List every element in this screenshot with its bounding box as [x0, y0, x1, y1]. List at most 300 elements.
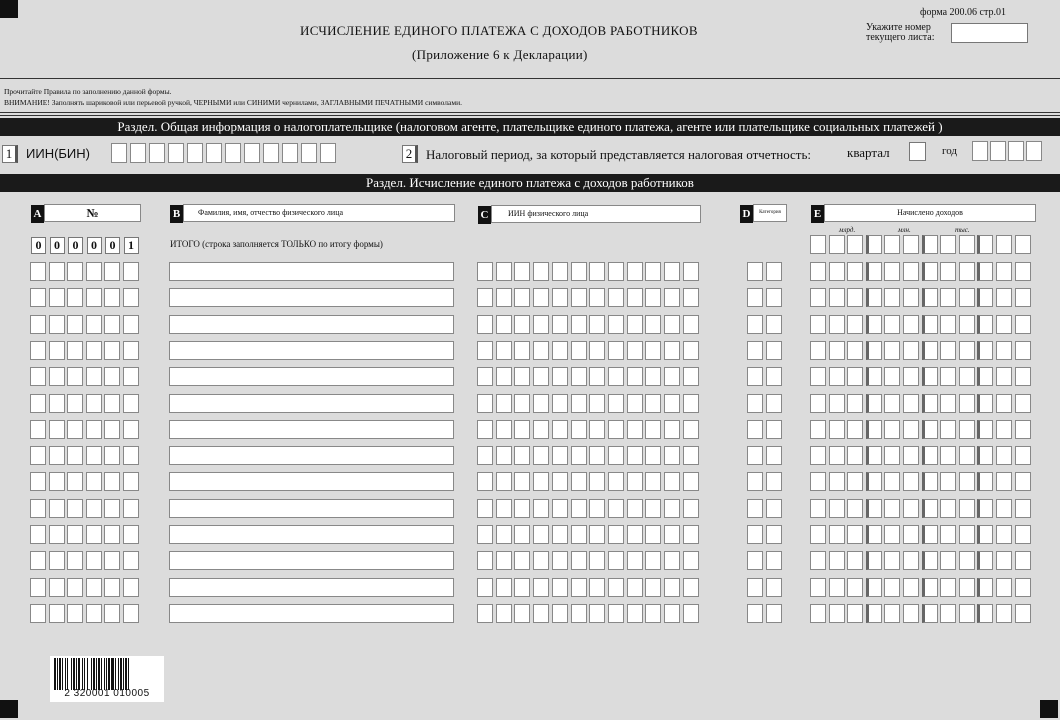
iin-digit-cell[interactable]: [608, 499, 624, 518]
iin-digit-cell[interactable]: [589, 446, 605, 465]
full-name-field[interactable]: [169, 367, 454, 386]
income-digit-cell[interactable]: [903, 472, 919, 491]
iin-digit-cell[interactable]: [533, 446, 549, 465]
iin-digit-cell[interactable]: [589, 420, 605, 439]
iin-digit-cell[interactable]: [608, 551, 624, 570]
iin-digit-cell[interactable]: [533, 604, 549, 623]
income-digit-cell[interactable]: [847, 367, 863, 386]
row-number-cell[interactable]: [49, 499, 65, 518]
iin-digit-cell[interactable]: [496, 604, 512, 623]
iin-digit-cell[interactable]: [514, 551, 530, 570]
iin-digit-cell[interactable]: [645, 578, 661, 597]
full-name-field[interactable]: [169, 578, 454, 597]
income-digit-cell[interactable]: [1015, 525, 1031, 544]
income-digit-cell[interactable]: [829, 472, 845, 491]
iin-digit-cell[interactable]: [664, 288, 680, 307]
income-digit-cell[interactable]: [959, 341, 975, 360]
income-digit-cell[interactable]: [884, 420, 900, 439]
income-digit-cell[interactable]: [884, 341, 900, 360]
iin-digit-cell[interactable]: [552, 525, 568, 544]
income-digit-cell[interactable]: [810, 525, 826, 544]
income-digit-cell[interactable]: [810, 604, 826, 623]
row-number-cell[interactable]: [49, 604, 65, 623]
row-number-cell[interactable]: [104, 288, 120, 307]
income-digit-cell[interactable]: [903, 367, 919, 386]
row-number-cell[interactable]: [67, 472, 83, 491]
iin-digit-cell[interactable]: [496, 446, 512, 465]
income-digit-cell[interactable]: [829, 578, 845, 597]
category-cell[interactable]: [766, 288, 782, 307]
income-digit-cell[interactable]: [866, 420, 882, 439]
income-digit-cell[interactable]: [829, 262, 845, 281]
income-digit-cell[interactable]: [903, 288, 919, 307]
iin-digit-cell[interactable]: [664, 604, 680, 623]
income-digit-cell[interactable]: [922, 604, 938, 623]
row-number-cell[interactable]: [104, 525, 120, 544]
full-name-field[interactable]: [169, 341, 454, 360]
iin-digit-cell[interactable]: [571, 578, 587, 597]
income-digit-cell[interactable]: [1015, 499, 1031, 518]
category-cell[interactable]: [747, 341, 763, 360]
row-number-cell[interactable]: [86, 288, 102, 307]
iin-digit-cell[interactable]: [477, 446, 493, 465]
income-digit-cell[interactable]: [1015, 367, 1031, 386]
iin-digit-cell[interactable]: [645, 499, 661, 518]
income-digit-cell[interactable]: [922, 367, 938, 386]
iin-digit-cell[interactable]: [571, 604, 587, 623]
total-income-digit-cell[interactable]: [922, 235, 938, 254]
category-cell[interactable]: [747, 578, 763, 597]
income-digit-cell[interactable]: [940, 446, 956, 465]
row-number-cell[interactable]: [30, 420, 46, 439]
iin-digit-cell[interactable]: [533, 367, 549, 386]
total-income-digit-cell[interactable]: [847, 235, 863, 254]
category-cell[interactable]: [747, 499, 763, 518]
row-number-cell[interactable]: [30, 341, 46, 360]
income-digit-cell[interactable]: [977, 288, 993, 307]
iin-digit-cell[interactable]: [627, 341, 643, 360]
iin-bin-digit-cell[interactable]: [320, 143, 336, 163]
iin-digit-cell[interactable]: [664, 499, 680, 518]
row-number-cell[interactable]: [86, 604, 102, 623]
iin-digit-cell[interactable]: [608, 262, 624, 281]
income-digit-cell[interactable]: [922, 420, 938, 439]
income-digit-cell[interactable]: [810, 341, 826, 360]
row-number-cell[interactable]: [86, 315, 102, 334]
iin-digit-cell[interactable]: [514, 288, 530, 307]
income-digit-cell[interactable]: [884, 472, 900, 491]
row-number-cell[interactable]: [123, 604, 139, 623]
income-digit-cell[interactable]: [810, 262, 826, 281]
iin-digit-cell[interactable]: [608, 446, 624, 465]
total-income-digit-cell[interactable]: [829, 235, 845, 254]
income-digit-cell[interactable]: [940, 288, 956, 307]
iin-digit-cell[interactable]: [645, 288, 661, 307]
income-digit-cell[interactable]: [996, 420, 1012, 439]
iin-digit-cell[interactable]: [552, 262, 568, 281]
iin-digit-cell[interactable]: [477, 525, 493, 544]
iin-digit-cell[interactable]: [477, 551, 493, 570]
iin-digit-cell[interactable]: [533, 472, 549, 491]
income-digit-cell[interactable]: [884, 394, 900, 413]
income-digit-cell[interactable]: [996, 367, 1012, 386]
iin-bin-digit-cell[interactable]: [263, 143, 279, 163]
income-digit-cell[interactable]: [996, 262, 1012, 281]
income-digit-cell[interactable]: [959, 446, 975, 465]
iin-digit-cell[interactable]: [683, 551, 699, 570]
iin-digit-cell[interactable]: [496, 394, 512, 413]
iin-digit-cell[interactable]: [571, 262, 587, 281]
iin-digit-cell[interactable]: [477, 367, 493, 386]
row-number-cell[interactable]: [86, 499, 102, 518]
row-number-cell[interactable]: [30, 604, 46, 623]
iin-digit-cell[interactable]: [664, 394, 680, 413]
income-digit-cell[interactable]: [903, 420, 919, 439]
row-number-cell[interactable]: [30, 288, 46, 307]
iin-digit-cell[interactable]: [496, 472, 512, 491]
income-digit-cell[interactable]: [884, 288, 900, 307]
income-digit-cell[interactable]: [829, 420, 845, 439]
full-name-field[interactable]: [169, 604, 454, 623]
income-digit-cell[interactable]: [829, 341, 845, 360]
total-income-digit-cell[interactable]: [977, 235, 993, 254]
row-number-cell[interactable]: [30, 367, 46, 386]
iin-digit-cell[interactable]: [496, 315, 512, 334]
row-number-cell[interactable]: [67, 578, 83, 597]
iin-digit-cell[interactable]: [627, 420, 643, 439]
iin-digit-cell[interactable]: [664, 551, 680, 570]
income-digit-cell[interactable]: [1015, 341, 1031, 360]
income-digit-cell[interactable]: [829, 394, 845, 413]
income-digit-cell[interactable]: [940, 525, 956, 544]
iin-digit-cell[interactable]: [589, 367, 605, 386]
income-digit-cell[interactable]: [810, 315, 826, 334]
iin-digit-cell[interactable]: [552, 551, 568, 570]
year-digit-cell[interactable]: [990, 141, 1006, 161]
category-cell[interactable]: [766, 367, 782, 386]
income-digit-cell[interactable]: [996, 525, 1012, 544]
income-digit-cell[interactable]: [996, 472, 1012, 491]
iin-digit-cell[interactable]: [589, 499, 605, 518]
income-digit-cell[interactable]: [959, 420, 975, 439]
income-digit-cell[interactable]: [1015, 604, 1031, 623]
iin-digit-cell[interactable]: [533, 288, 549, 307]
iin-digit-cell[interactable]: [552, 367, 568, 386]
row-number-cell[interactable]: [49, 288, 65, 307]
iin-digit-cell[interactable]: [608, 394, 624, 413]
income-digit-cell[interactable]: [884, 525, 900, 544]
income-digit-cell[interactable]: [922, 578, 938, 597]
row-number-cell[interactable]: [104, 262, 120, 281]
income-digit-cell[interactable]: [959, 262, 975, 281]
category-cell[interactable]: [747, 604, 763, 623]
income-digit-cell[interactable]: [866, 394, 882, 413]
full-name-field[interactable]: [169, 420, 454, 439]
income-digit-cell[interactable]: [1015, 394, 1031, 413]
category-cell[interactable]: [766, 341, 782, 360]
iin-digit-cell[interactable]: [645, 367, 661, 386]
iin-digit-cell[interactable]: [571, 551, 587, 570]
iin-digit-cell[interactable]: [496, 499, 512, 518]
iin-digit-cell[interactable]: [645, 604, 661, 623]
income-digit-cell[interactable]: [1015, 551, 1031, 570]
iin-bin-digit-cell[interactable]: [149, 143, 165, 163]
row-number-cell[interactable]: [104, 315, 120, 334]
income-digit-cell[interactable]: [903, 578, 919, 597]
iin-digit-cell[interactable]: [627, 315, 643, 334]
iin-digit-cell[interactable]: [496, 578, 512, 597]
row-number-cell[interactable]: [67, 499, 83, 518]
row-number-cell[interactable]: [104, 499, 120, 518]
income-digit-cell[interactable]: [940, 551, 956, 570]
category-cell[interactable]: [766, 499, 782, 518]
iin-digit-cell[interactable]: [533, 341, 549, 360]
iin-digit-cell[interactable]: [533, 525, 549, 544]
full-name-field[interactable]: [169, 394, 454, 413]
row-number-cell[interactable]: [67, 262, 83, 281]
iin-digit-cell[interactable]: [627, 604, 643, 623]
iin-digit-cell[interactable]: [589, 472, 605, 491]
iin-digit-cell[interactable]: [645, 315, 661, 334]
row-number-cell[interactable]: [30, 394, 46, 413]
income-digit-cell[interactable]: [977, 420, 993, 439]
iin-digit-cell[interactable]: [645, 472, 661, 491]
income-digit-cell[interactable]: [884, 446, 900, 465]
iin-digit-cell[interactable]: [664, 341, 680, 360]
income-digit-cell[interactable]: [959, 578, 975, 597]
income-digit-cell[interactable]: [1015, 446, 1031, 465]
row-number-cell[interactable]: [104, 367, 120, 386]
category-cell[interactable]: [747, 394, 763, 413]
row-number-cell[interactable]: [86, 551, 102, 570]
income-digit-cell[interactable]: [884, 604, 900, 623]
iin-digit-cell[interactable]: [514, 472, 530, 491]
iin-digit-cell[interactable]: [608, 578, 624, 597]
iin-digit-cell[interactable]: [514, 525, 530, 544]
row-number-cell[interactable]: [67, 551, 83, 570]
income-digit-cell[interactable]: [959, 499, 975, 518]
iin-digit-cell[interactable]: [608, 341, 624, 360]
row-number-cell[interactable]: [123, 420, 139, 439]
iin-digit-cell[interactable]: [496, 551, 512, 570]
income-digit-cell[interactable]: [977, 446, 993, 465]
row-number-cell[interactable]: [104, 420, 120, 439]
row-number-cell[interactable]: [123, 288, 139, 307]
row-number-cell[interactable]: [49, 420, 65, 439]
row-number-cell[interactable]: [49, 367, 65, 386]
income-digit-cell[interactable]: [922, 262, 938, 281]
income-digit-cell[interactable]: [977, 394, 993, 413]
category-cell[interactable]: [766, 472, 782, 491]
row-number-cell[interactable]: [123, 367, 139, 386]
iin-digit-cell[interactable]: [477, 394, 493, 413]
iin-digit-cell[interactable]: [608, 420, 624, 439]
category-cell[interactable]: [747, 315, 763, 334]
iin-digit-cell[interactable]: [552, 499, 568, 518]
iin-digit-cell[interactable]: [645, 420, 661, 439]
iin-digit-cell[interactable]: [627, 578, 643, 597]
income-digit-cell[interactable]: [810, 499, 826, 518]
iin-digit-cell[interactable]: [533, 315, 549, 334]
row-number-cell[interactable]: [49, 525, 65, 544]
income-digit-cell[interactable]: [940, 499, 956, 518]
income-digit-cell[interactable]: [922, 472, 938, 491]
iin-digit-cell[interactable]: [571, 367, 587, 386]
income-digit-cell[interactable]: [847, 472, 863, 491]
row-number-cell[interactable]: [86, 420, 102, 439]
iin-digit-cell[interactable]: [589, 315, 605, 334]
income-digit-cell[interactable]: [996, 341, 1012, 360]
income-digit-cell[interactable]: [810, 420, 826, 439]
iin-digit-cell[interactable]: [683, 525, 699, 544]
iin-digit-cell[interactable]: [627, 446, 643, 465]
iin-digit-cell[interactable]: [589, 262, 605, 281]
income-digit-cell[interactable]: [866, 525, 882, 544]
row-number-cell[interactable]: [123, 394, 139, 413]
category-cell[interactable]: [747, 525, 763, 544]
income-digit-cell[interactable]: [996, 394, 1012, 413]
iin-digit-cell[interactable]: [477, 578, 493, 597]
income-digit-cell[interactable]: [1015, 262, 1031, 281]
row-number-cell[interactable]: [49, 472, 65, 491]
income-digit-cell[interactable]: [959, 525, 975, 544]
iin-digit-cell[interactable]: [514, 315, 530, 334]
income-digit-cell[interactable]: [940, 472, 956, 491]
income-digit-cell[interactable]: [996, 551, 1012, 570]
income-digit-cell[interactable]: [903, 315, 919, 334]
income-digit-cell[interactable]: [866, 472, 882, 491]
income-digit-cell[interactable]: [940, 315, 956, 334]
iin-digit-cell[interactable]: [627, 499, 643, 518]
income-digit-cell[interactable]: [847, 341, 863, 360]
iin-digit-cell[interactable]: [552, 472, 568, 491]
income-digit-cell[interactable]: [977, 604, 993, 623]
iin-digit-cell[interactable]: [477, 288, 493, 307]
income-digit-cell[interactable]: [847, 604, 863, 623]
iin-digit-cell[interactable]: [533, 262, 549, 281]
iin-digit-cell[interactable]: [683, 394, 699, 413]
iin-digit-cell[interactable]: [533, 499, 549, 518]
income-digit-cell[interactable]: [866, 551, 882, 570]
category-cell[interactable]: [747, 472, 763, 491]
iin-bin-digit-cell[interactable]: [225, 143, 241, 163]
row-number-cell[interactable]: [30, 446, 46, 465]
income-digit-cell[interactable]: [884, 315, 900, 334]
income-digit-cell[interactable]: [1015, 315, 1031, 334]
income-digit-cell[interactable]: [959, 315, 975, 334]
row-number-cell[interactable]: [86, 446, 102, 465]
income-digit-cell[interactable]: [829, 499, 845, 518]
income-digit-cell[interactable]: [847, 525, 863, 544]
iin-digit-cell[interactable]: [571, 525, 587, 544]
category-cell[interactable]: [766, 446, 782, 465]
iin-digit-cell[interactable]: [514, 420, 530, 439]
iin-digit-cell[interactable]: [627, 367, 643, 386]
iin-digit-cell[interactable]: [683, 315, 699, 334]
quarter-input[interactable]: [909, 142, 926, 161]
income-digit-cell[interactable]: [996, 499, 1012, 518]
total-income-digit-cell[interactable]: [996, 235, 1012, 254]
income-digit-cell[interactable]: [922, 394, 938, 413]
full-name-field[interactable]: [169, 551, 454, 570]
income-digit-cell[interactable]: [903, 525, 919, 544]
iin-digit-cell[interactable]: [645, 551, 661, 570]
income-digit-cell[interactable]: [1015, 472, 1031, 491]
iin-digit-cell[interactable]: [627, 472, 643, 491]
iin-digit-cell[interactable]: [571, 394, 587, 413]
row-number-cell[interactable]: [67, 604, 83, 623]
sheet-number-input[interactable]: [951, 23, 1028, 43]
iin-digit-cell[interactable]: [477, 472, 493, 491]
iin-digit-cell[interactable]: [496, 420, 512, 439]
iin-digit-cell[interactable]: [514, 367, 530, 386]
income-digit-cell[interactable]: [866, 315, 882, 334]
iin-digit-cell[interactable]: [664, 262, 680, 281]
iin-digit-cell[interactable]: [552, 604, 568, 623]
iin-digit-cell[interactable]: [608, 288, 624, 307]
full-name-field[interactable]: [169, 472, 454, 491]
row-number-cell[interactable]: [123, 315, 139, 334]
row-number-cell[interactable]: [123, 262, 139, 281]
total-income-digit-cell[interactable]: [866, 235, 882, 254]
income-digit-cell[interactable]: [903, 394, 919, 413]
iin-digit-cell[interactable]: [664, 446, 680, 465]
full-name-field[interactable]: [169, 315, 454, 334]
iin-digit-cell[interactable]: [571, 341, 587, 360]
income-digit-cell[interactable]: [977, 367, 993, 386]
income-digit-cell[interactable]: [903, 341, 919, 360]
income-digit-cell[interactable]: [996, 288, 1012, 307]
iin-digit-cell[interactable]: [533, 578, 549, 597]
iin-digit-cell[interactable]: [608, 525, 624, 544]
row-number-cell[interactable]: [30, 499, 46, 518]
income-digit-cell[interactable]: [810, 446, 826, 465]
income-digit-cell[interactable]: [829, 525, 845, 544]
income-digit-cell[interactable]: [884, 262, 900, 281]
iin-bin-digit-cell[interactable]: [187, 143, 203, 163]
income-digit-cell[interactable]: [959, 604, 975, 623]
income-digit-cell[interactable]: [1015, 578, 1031, 597]
income-digit-cell[interactable]: [810, 394, 826, 413]
income-digit-cell[interactable]: [922, 551, 938, 570]
row-number-cell[interactable]: [49, 394, 65, 413]
category-cell[interactable]: [766, 578, 782, 597]
income-digit-cell[interactable]: [903, 499, 919, 518]
row-number-cell[interactable]: [86, 341, 102, 360]
income-digit-cell[interactable]: [884, 551, 900, 570]
iin-digit-cell[interactable]: [552, 315, 568, 334]
income-digit-cell[interactable]: [959, 367, 975, 386]
income-digit-cell[interactable]: [922, 525, 938, 544]
income-digit-cell[interactable]: [866, 288, 882, 307]
row-number-cell[interactable]: [123, 472, 139, 491]
income-digit-cell[interactable]: [959, 551, 975, 570]
iin-digit-cell[interactable]: [589, 341, 605, 360]
row-number-cell[interactable]: [67, 394, 83, 413]
iin-digit-cell[interactable]: [477, 499, 493, 518]
income-digit-cell[interactable]: [847, 499, 863, 518]
income-digit-cell[interactable]: [996, 578, 1012, 597]
income-digit-cell[interactable]: [977, 315, 993, 334]
category-cell[interactable]: [747, 367, 763, 386]
full-name-field[interactable]: [169, 446, 454, 465]
income-digit-cell[interactable]: [922, 446, 938, 465]
iin-digit-cell[interactable]: [683, 288, 699, 307]
iin-bin-digit-cell[interactable]: [111, 143, 127, 163]
iin-digit-cell[interactable]: [552, 394, 568, 413]
iin-digit-cell[interactable]: [683, 499, 699, 518]
row-number-cell[interactable]: [49, 578, 65, 597]
